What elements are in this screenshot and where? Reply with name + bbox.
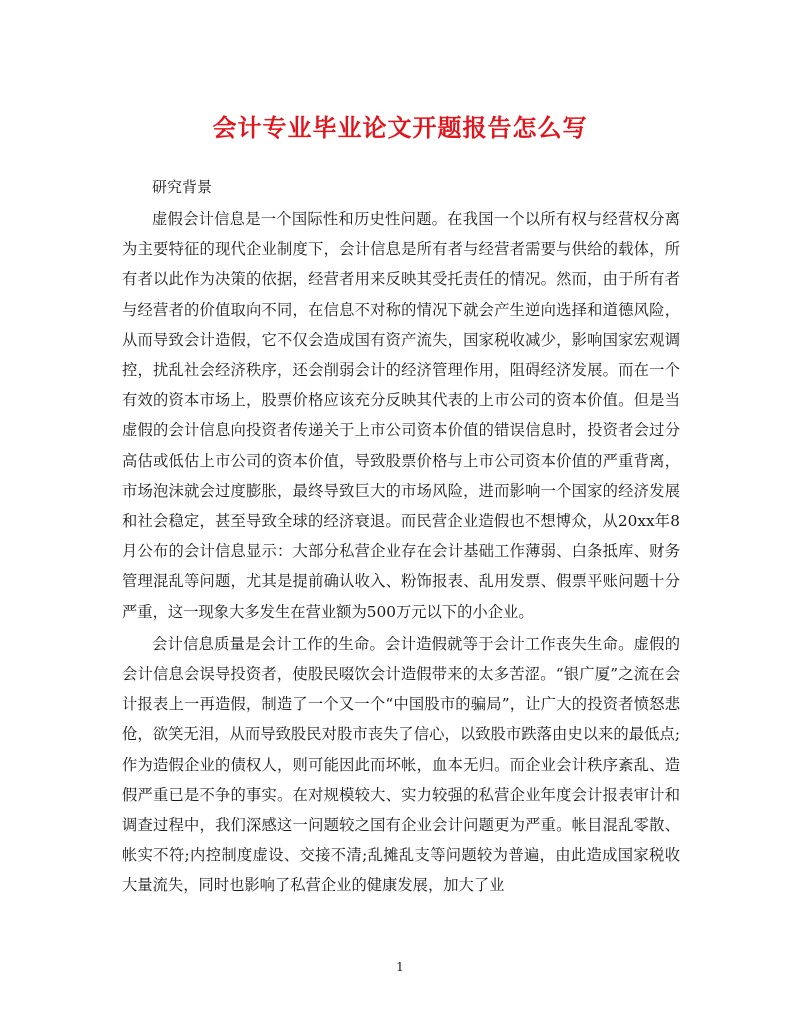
section-heading: 研究背景 xyxy=(152,178,213,196)
page-number: 1 xyxy=(396,960,404,974)
document-title: 会计专业毕业论文开题报告怎么写 xyxy=(212,113,588,142)
document-body xyxy=(122,204,680,901)
body-paragraph: 会计信息质量是会计工作的生命。会计造假就等于会计工作丧失生命。虚假的会计信息会误导投资者，使股民啜饮会计造假带来的太多苦涩。“银广厦”之流在会计报表上一再造假，制造了一个又一个“中国股市的骗局”，让广大的投资者愤怒悲伧，欲笑无泪，从而导致股民对股市丧失了信心，以致股市跌落由史以来的最低点;作为造假企业的债权人，则可能因此而坏帐，血本无归。而企业会计秩序紊乱、造假严重已是不争的事实。在对规模较大、实力较强的私营企业年度会计报表审计和调查过程中，我们深感这一问题较之国有企业会计问题更为严重。帐目混乱零散、帐实不符;内控制度虚设、交接不清;乱摊乱支等问题较为普遍，由此造成国家税收大量流失，同时也影响了私营企业的健康发展，加大了业 xyxy=(122,634,680,895)
body-paragraph: 虚假会计信息是一个国际性和历史性问题。在我国一个以所有权与经营权分离为主要特征的现代企业制度下，会计信息是所有者与经营者需要与供给的载体，所有者以此作为决策的依据，经营者用来反映其受托责任的情况。然而，由于所有者与经营者的价值取向不同，在信息不对称的情况下就会产生逆向选择和道德风险，从而导致会计造假，它不仅会造成国有资产流失，国家税收减少，影响国家宏观调控，扰乱社会经济秩序，还会削弱会计的经济管理作用，阻碍经济发展。而在一个有效的资本市场上，股票价格应该充分反映其代表的上市公司的资本价值。但是当虚假的会计信息向投资者传递关于上市公司资本价值的错误信息时，投资者会过分高估或低估上市公司的资本价值，导致股票价格与上市公司资本价值的严重背离，市场泡沫就会过度膨胀，最终导致巨大的市场风险，进而影响一个国家的经济发展和社会稳定，甚至导致全球的经济衰退。而民营企业造假也不想博众，从20xx年8月公布的会计信息显示：大部分私营企业存在会计基础工作薄弱、白条抵库、财务管理混乱等问题，尤其是提前确认收入、粉饰报表、乱用发票、假票平账问题十分严重，这一现象大多发生在营业额为500万元以下的小企业。 xyxy=(122,210,680,621)
